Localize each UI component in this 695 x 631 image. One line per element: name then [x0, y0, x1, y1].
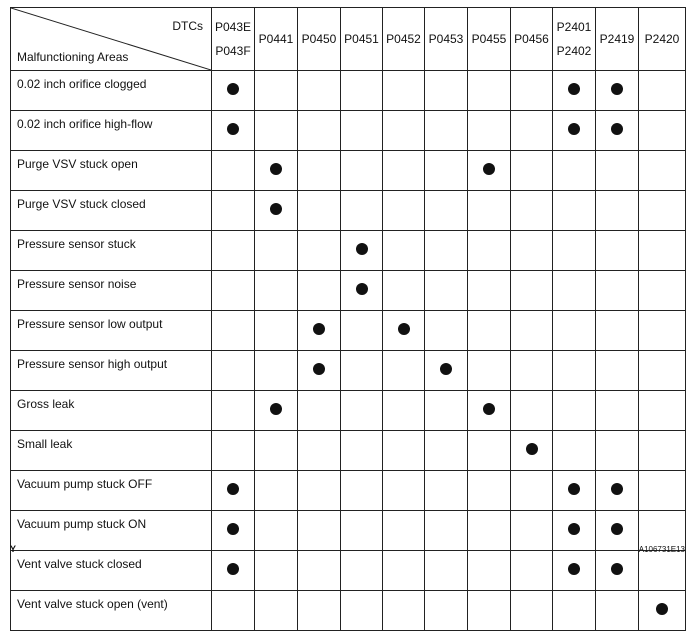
- dtc-mark-cell: [341, 551, 383, 591]
- dtc-mark-cell: [553, 351, 596, 391]
- dtc-code: P0451: [344, 32, 379, 46]
- dtc-mark-cell: [255, 391, 298, 431]
- dtc-mark-cell: [468, 311, 511, 351]
- dtc-column-header: [425, 8, 468, 71]
- table-row: [11, 431, 686, 471]
- dtc-mark-cell: [383, 551, 425, 591]
- dtc-mark-cell: [639, 151, 686, 191]
- dtc-mark-cell: [341, 271, 383, 311]
- header-row: [11, 8, 686, 71]
- dtc-mark-cell: [639, 231, 686, 271]
- dtc-mark-cell: [425, 191, 468, 231]
- dtc-mark-cell: [468, 551, 511, 591]
- dtc-code: P0450: [301, 32, 337, 46]
- filled-circle-icon: [526, 443, 538, 455]
- dtc-mark-cell: [212, 71, 255, 111]
- dtc-mark-cell: [639, 271, 686, 311]
- filled-circle-icon: [227, 523, 239, 535]
- dtc-code: P2402: [556, 44, 592, 58]
- dtc-mark-cell: [341, 71, 383, 111]
- dtc-mark-cell: [255, 471, 298, 511]
- table-row: [11, 191, 686, 231]
- malfunction-area-cell: 0.02 inch orifice clogged: [11, 71, 212, 111]
- dtc-mark-cell: [553, 471, 596, 511]
- dtc-mark-cell: [212, 431, 255, 471]
- dtc-column-header: [511, 8, 553, 71]
- dtc-mark-cell: [553, 191, 596, 231]
- dtc-column-header: [596, 8, 639, 71]
- dtc-mark-cell: [383, 511, 425, 551]
- dtc-mark-cell: [212, 391, 255, 431]
- dtc-mark-cell: [425, 391, 468, 431]
- filled-circle-icon: [611, 123, 623, 135]
- dtc-mark-cell: [212, 191, 255, 231]
- dtc-code: P2420: [644, 32, 680, 46]
- dtc-mark-cell: [298, 111, 341, 151]
- dtc-mark-cell: [425, 471, 468, 511]
- dtc-mark-cell: [511, 431, 553, 471]
- dtc-mark-cell: [212, 551, 255, 591]
- dtc-mark-cell: [596, 271, 639, 311]
- filled-circle-icon: [227, 123, 239, 135]
- dtc-mark-cell: [341, 391, 383, 431]
- malfunction-area-cell: Pressure sensor low output: [11, 311, 212, 351]
- filled-circle-icon: [356, 283, 368, 295]
- corner-areas-label: Malfunctioning Areas: [17, 50, 129, 64]
- dtc-mark-cell: [383, 311, 425, 351]
- dtc-mark-cell: [255, 271, 298, 311]
- dtc-mark-cell: [383, 591, 425, 631]
- dtc-mark-cell: [383, 231, 425, 271]
- dtc-mark-cell: [425, 511, 468, 551]
- dtc-mark-cell: [298, 151, 341, 191]
- dtc-mark-cell: [511, 511, 553, 551]
- dtc-mark-cell: [553, 271, 596, 311]
- dtc-mark-cell: [596, 191, 639, 231]
- filled-circle-icon: [227, 483, 239, 495]
- dtc-mark-cell: [383, 391, 425, 431]
- dtc-column-header: [639, 8, 686, 71]
- dtc-mark-cell: [639, 471, 686, 511]
- dtc-mark-cell: [468, 431, 511, 471]
- dtc-mark-cell: [212, 311, 255, 351]
- dtc-mark-cell: [255, 191, 298, 231]
- dtc-column-header: [212, 8, 255, 71]
- dtc-mark-cell: [596, 591, 639, 631]
- dtc-mark-cell: [425, 231, 468, 271]
- dtc-mark-cell: [298, 351, 341, 391]
- dtc-mark-cell: [596, 71, 639, 111]
- dtc-column-header: [383, 8, 425, 71]
- dtc-mark-cell: [511, 111, 553, 151]
- dtc-mark-cell: [425, 431, 468, 471]
- dtc-mark-cell: [298, 71, 341, 111]
- filled-circle-icon: [611, 523, 623, 535]
- dtc-mark-cell: [468, 271, 511, 311]
- filled-circle-icon: [270, 163, 282, 175]
- dtc-table: [10, 7, 686, 631]
- table-row: [11, 391, 686, 431]
- filled-circle-icon: [568, 123, 580, 135]
- dtc-mark-cell: [596, 311, 639, 351]
- dtc-mark-cell: [639, 351, 686, 391]
- dtc-mark-cell: [255, 151, 298, 191]
- dtc-mark-cell: [596, 231, 639, 271]
- dtc-mark-cell: [212, 231, 255, 271]
- filled-circle-icon: [656, 603, 668, 615]
- dtc-mark-cell: [553, 591, 596, 631]
- dtc-code: P043E: [214, 20, 252, 34]
- filled-circle-icon: [568, 483, 580, 495]
- dtc-column-header: [341, 8, 383, 71]
- malfunction-area-cell: Small leak: [11, 431, 212, 471]
- dtc-code: P0452: [386, 32, 421, 46]
- dtc-mark-cell: [511, 551, 553, 591]
- dtc-code: P0455: [471, 32, 507, 46]
- filled-circle-icon: [611, 563, 623, 575]
- dtc-mark-cell: [383, 111, 425, 151]
- dtc-mark-cell: [383, 431, 425, 471]
- table-row: [11, 471, 686, 511]
- dtc-mark-cell: [298, 431, 341, 471]
- dtc-mark-cell: [383, 471, 425, 511]
- filled-circle-icon: [568, 83, 580, 95]
- dtc-mark-cell: [212, 351, 255, 391]
- filled-circle-icon: [483, 403, 495, 415]
- filled-circle-icon: [227, 563, 239, 575]
- footer-left-label: Y: [10, 544, 17, 554]
- dtc-mark-cell: [511, 231, 553, 271]
- dtc-mark-cell: [596, 351, 639, 391]
- filled-circle-icon: [313, 323, 325, 335]
- dtc-mark-cell: [298, 391, 341, 431]
- dtc-mark-cell: [212, 471, 255, 511]
- dtc-mark-cell: [298, 471, 341, 511]
- dtc-mark-cell: [553, 111, 596, 151]
- dtc-mark-cell: [212, 111, 255, 151]
- dtc-mark-cell: [511, 591, 553, 631]
- dtc-mark-cell: [553, 311, 596, 351]
- dtc-mark-cell: [639, 191, 686, 231]
- dtc-mark-cell: [383, 271, 425, 311]
- dtc-mark-cell: [639, 391, 686, 431]
- dtc-mark-cell: [341, 591, 383, 631]
- dtc-mark-cell: [639, 111, 686, 151]
- dtc-mark-cell: [468, 191, 511, 231]
- dtc-mark-cell: [298, 551, 341, 591]
- dtc-mark-cell: [468, 231, 511, 271]
- dtc-mark-cell: [468, 351, 511, 391]
- dtc-mark-cell: [383, 191, 425, 231]
- dtc-mark-cell: [341, 431, 383, 471]
- table-row: [11, 511, 686, 551]
- table-row: [11, 271, 686, 311]
- malfunction-area-cell: Pressure sensor noise: [11, 271, 212, 311]
- malfunction-area-cell: Pressure sensor stuck: [11, 231, 212, 271]
- dtc-mark-cell: [468, 511, 511, 551]
- dtc-mark-cell: [341, 471, 383, 511]
- dtc-mark-cell: [298, 191, 341, 231]
- dtc-code: P0453: [428, 32, 464, 46]
- dtc-mark-cell: [298, 311, 341, 351]
- dtc-mark-cell: [212, 591, 255, 631]
- dtc-mark-cell: [298, 231, 341, 271]
- malfunction-area-cell: Vent valve stuck open (vent): [11, 591, 212, 631]
- dtc-code: P2401: [556, 20, 592, 34]
- corner-dtcs-label: DTCs: [172, 19, 203, 33]
- dtc-mark-cell: [639, 311, 686, 351]
- dtc-mark-cell: [596, 151, 639, 191]
- malfunction-area-cell: Vent valve stuck closed: [11, 551, 212, 591]
- dtc-mark-cell: [212, 511, 255, 551]
- dtc-mark-cell: [255, 551, 298, 591]
- dtc-mark-cell: [596, 551, 639, 591]
- table-row: [11, 71, 686, 111]
- table-row: [11, 231, 686, 271]
- dtc-mark-cell: [425, 151, 468, 191]
- dtc-mark-cell: [341, 151, 383, 191]
- dtc-mark-cell: [341, 311, 383, 351]
- dtc-code: P0441: [258, 32, 294, 46]
- dtc-mark-cell: [425, 591, 468, 631]
- dtc-mark-cell: [341, 191, 383, 231]
- table-row: [11, 591, 686, 631]
- dtc-mark-cell: [468, 591, 511, 631]
- filled-circle-icon: [568, 563, 580, 575]
- dtc-mark-cell: [511, 471, 553, 511]
- dtc-mark-cell: [255, 71, 298, 111]
- dtc-mark-cell: [383, 351, 425, 391]
- dtc-mark-cell: [553, 431, 596, 471]
- filled-circle-icon: [270, 203, 282, 215]
- dtc-mark-cell: [511, 271, 553, 311]
- malfunction-area-cell: Purge VSV stuck closed: [11, 191, 212, 231]
- dtc-mark-cell: [553, 551, 596, 591]
- dtc-column-header: [468, 8, 511, 71]
- dtc-mark-cell: [255, 311, 298, 351]
- dtc-mark-cell: [255, 431, 298, 471]
- filled-circle-icon: [611, 83, 623, 95]
- dtc-mark-cell: [468, 471, 511, 511]
- dtc-mark-cell: [341, 231, 383, 271]
- dtc-mark-cell: [553, 231, 596, 271]
- corner-header-cell: [11, 8, 212, 71]
- filled-circle-icon: [313, 363, 325, 375]
- dtc-mark-cell: [511, 311, 553, 351]
- dtc-mark-cell: [511, 351, 553, 391]
- dtc-mark-cell: [639, 551, 686, 591]
- dtc-mark-cell: [639, 431, 686, 471]
- dtc-mark-cell: [298, 591, 341, 631]
- dtc-mark-cell: [425, 551, 468, 591]
- malfunction-area-cell: Purge VSV stuck open: [11, 151, 212, 191]
- dtc-mark-cell: [255, 111, 298, 151]
- dtc-mark-cell: [425, 271, 468, 311]
- dtc-mark-cell: [639, 71, 686, 111]
- dtc-mark-cell: [425, 351, 468, 391]
- dtc-mark-cell: [596, 511, 639, 551]
- malfunction-area-cell: 0.02 inch orifice high-flow: [11, 111, 212, 151]
- dtc-mark-cell: [639, 591, 686, 631]
- dtc-code: P2419: [599, 32, 635, 46]
- dtc-mark-cell: [341, 511, 383, 551]
- filled-circle-icon: [227, 83, 239, 95]
- dtc-mark-cell: [553, 511, 596, 551]
- dtc-mark-cell: [511, 71, 553, 111]
- dtc-column-header: [553, 8, 596, 71]
- dtc-mark-cell: [553, 71, 596, 111]
- dtc-mark-cell: [468, 151, 511, 191]
- malfunction-area-cell: Vacuum pump stuck ON: [11, 511, 212, 551]
- dtc-mark-cell: [212, 271, 255, 311]
- dtc-mark-cell: [383, 71, 425, 111]
- table-row: [11, 551, 686, 591]
- dtc-mark-cell: [511, 391, 553, 431]
- filled-circle-icon: [440, 363, 452, 375]
- table-row: [11, 351, 686, 391]
- figure-id-label: A106731E13: [638, 545, 685, 554]
- dtc-mark-cell: [425, 311, 468, 351]
- dtc-mark-cell: [255, 231, 298, 271]
- dtc-mark-cell: [255, 511, 298, 551]
- filled-circle-icon: [483, 163, 495, 175]
- dtc-column-header: [298, 8, 341, 71]
- dtc-mark-cell: [425, 111, 468, 151]
- table-row: [11, 111, 686, 151]
- dtc-mark-cell: [596, 391, 639, 431]
- filled-circle-icon: [398, 323, 410, 335]
- dtc-mark-cell: [255, 591, 298, 631]
- dtc-mark-cell: [511, 191, 553, 231]
- dtc-mark-cell: [298, 271, 341, 311]
- malfunction-area-cell: Vacuum pump stuck OFF: [11, 471, 212, 511]
- dtc-mark-cell: [468, 391, 511, 431]
- dtc-mark-cell: [212, 151, 255, 191]
- dtc-mark-cell: [468, 71, 511, 111]
- malfunction-area-cell: Gross leak: [11, 391, 212, 431]
- dtc-mark-cell: [341, 351, 383, 391]
- dtc-column-header: [255, 8, 298, 71]
- dtc-mark-cell: [596, 471, 639, 511]
- filled-circle-icon: [356, 243, 368, 255]
- malfunction-area-cell: Pressure sensor high output: [11, 351, 212, 391]
- dtc-mark-cell: [596, 111, 639, 151]
- filled-circle-icon: [568, 523, 580, 535]
- filled-circle-icon: [611, 483, 623, 495]
- table-row: [11, 151, 686, 191]
- dtc-mark-cell: [468, 111, 511, 151]
- dtc-mark-cell: [596, 431, 639, 471]
- dtc-mark-cell: [511, 151, 553, 191]
- dtc-mark-cell: [425, 71, 468, 111]
- dtc-mark-cell: [255, 351, 298, 391]
- dtc-mark-cell: [341, 111, 383, 151]
- table-body: [11, 71, 686, 631]
- table-row: [11, 311, 686, 351]
- filled-circle-icon: [270, 403, 282, 415]
- dtc-mark-cell: [553, 151, 596, 191]
- dtc-mark-cell: [553, 391, 596, 431]
- dtc-code: P0456: [514, 32, 549, 46]
- dtc-code: P043F: [215, 44, 251, 58]
- dtc-mark-cell: [298, 511, 341, 551]
- dtc-mark-cell: [383, 151, 425, 191]
